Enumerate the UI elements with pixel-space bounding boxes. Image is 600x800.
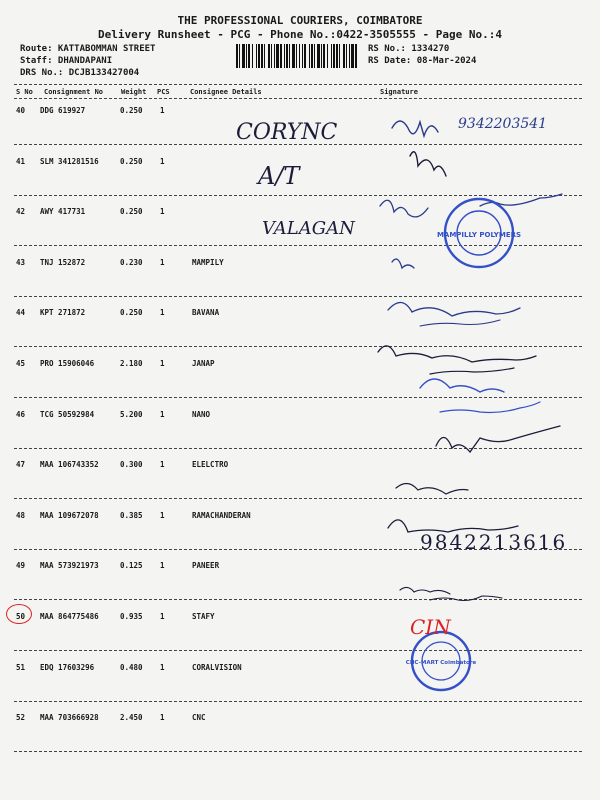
row-weight: 0.250	[120, 207, 143, 217]
row-consignment-no: TCG 50592984	[40, 409, 95, 419]
row-pcs: 1	[160, 612, 165, 621]
company-title: THE PROFESSIONAL COURIERS, COIMBATORE	[177, 14, 423, 27]
row-weight: 0.250	[120, 308, 143, 318]
row-consignment-no: AWY 417731	[40, 207, 86, 217]
row-pcs: 1	[160, 409, 165, 419]
row-consignee: NANO	[192, 409, 211, 419]
row-pcs: 1	[160, 460, 165, 470]
row-consignee: MAMPILY	[192, 257, 224, 267]
row-consignee: BAVANA	[192, 308, 220, 318]
row-consignment-no: SLM 341281516	[40, 156, 99, 166]
company-stamp-1	[436, 196, 522, 270]
column-header-sno: S No	[16, 88, 33, 96]
rs-date: RS Date: 08-Mar-2024	[368, 56, 477, 66]
row-sno: 47	[16, 460, 26, 470]
row-sno: 42	[16, 207, 26, 217]
row-consignment-no: MAA 573921973	[40, 561, 99, 571]
row-weight: 0.480	[120, 662, 143, 672]
row-consignment-no: MAA 703666928	[40, 713, 99, 723]
row-consignee: STAFY	[192, 612, 215, 621]
row-consignment-no: DDG 619927	[40, 106, 86, 115]
rs-number: RS No.: 1334270	[368, 44, 450, 54]
column-header-consignee: Consignee Details	[190, 88, 262, 96]
staff-label: Staff: DHANDAPANI	[20, 56, 113, 66]
row-weight: 0.250	[120, 106, 143, 115]
row-consignment-no: EDQ 17603296	[40, 662, 95, 672]
row-consignee: PANEER	[192, 561, 220, 571]
row-sno: 45	[16, 359, 26, 368]
row-consignment-no: MAA 109672078	[40, 510, 99, 520]
row-weight: 0.385	[120, 510, 143, 520]
red-circle-mark	[6, 604, 32, 624]
row-pcs: 1	[160, 106, 165, 115]
row-consignment-no: KPT 271872	[40, 308, 86, 318]
company-stamp-2	[405, 630, 477, 692]
row-weight: 0.230	[120, 257, 143, 267]
column-header-pcs: PCS	[157, 88, 170, 96]
row-consignment-no: TNJ 152872	[40, 257, 86, 267]
row-pcs: 1	[160, 359, 165, 368]
row-sno: 43	[16, 257, 26, 267]
stamp-1-text: MAMPILLY POLYMERS	[436, 231, 522, 239]
row-pcs: 1	[160, 662, 165, 672]
row-consignment-no: MAA 106743352	[40, 460, 99, 470]
row-pcs: 1	[160, 156, 165, 166]
runsheet-subtitle: Delivery Runsheet - PCG - Phone No.:0422-3505555 - Page No.:4	[98, 28, 502, 41]
row-sno: 40	[16, 106, 26, 115]
row-weight: 2.450	[120, 713, 143, 723]
row-weight: 0.250	[120, 156, 143, 166]
row-pcs: 1	[160, 713, 165, 723]
row-pcs: 1	[160, 510, 165, 520]
row-sno: 48	[16, 510, 26, 520]
column-header-consignment: Consignment No	[44, 88, 104, 96]
row-consignment-no: PRO 15906046	[40, 359, 95, 368]
column-header-signature: Signature	[380, 88, 418, 96]
row-sno: 46	[16, 409, 26, 419]
row-sno: 44	[16, 308, 26, 318]
row-pcs: 1	[160, 561, 165, 571]
stamp-2-text: CNC-MART Coimbatore	[405, 660, 477, 666]
handwritten-note-2: A/T	[258, 162, 300, 190]
row-pcs: 1	[160, 207, 165, 217]
row-consignee: RAMACHANDERAN	[192, 510, 251, 520]
row-weight: 5.200	[120, 409, 143, 419]
row-sno: 49	[16, 561, 26, 571]
row-consignment-no: MAA 864775486	[40, 612, 99, 621]
handwritten-phone-2: 9842213616	[420, 530, 568, 554]
row-consignee: JANAP	[192, 359, 215, 368]
row-sno: 52	[16, 713, 26, 723]
row-pcs: 1	[160, 308, 165, 318]
row-consignee: CORALVISION	[192, 662, 242, 672]
red-handwritten-mark: CIN	[410, 615, 451, 639]
row-weight: 0.935	[120, 612, 143, 621]
handwritten-phone-1: 9342203541	[458, 116, 548, 132]
row-sno: 50	[16, 612, 26, 621]
row-weight: 0.300	[120, 460, 143, 470]
handwritten-note-3: VALAGAN	[262, 218, 355, 239]
route-label: Route: KATTABOMMAN STREET	[20, 44, 156, 54]
row-consignee: ELELCTRO	[192, 460, 229, 470]
column-header-weight: Weight	[121, 88, 147, 96]
row-sno: 41	[16, 156, 26, 166]
row-pcs: 1	[160, 257, 165, 267]
row-consignee: CNC	[192, 713, 206, 723]
row-weight: 2.180	[120, 359, 143, 368]
row-sno: 51	[16, 662, 26, 672]
handwritten-note-1: CORYNC	[236, 120, 338, 145]
row-weight: 0.125	[120, 561, 143, 571]
drs-label: DRS No.: DCJB133427004	[20, 68, 140, 78]
